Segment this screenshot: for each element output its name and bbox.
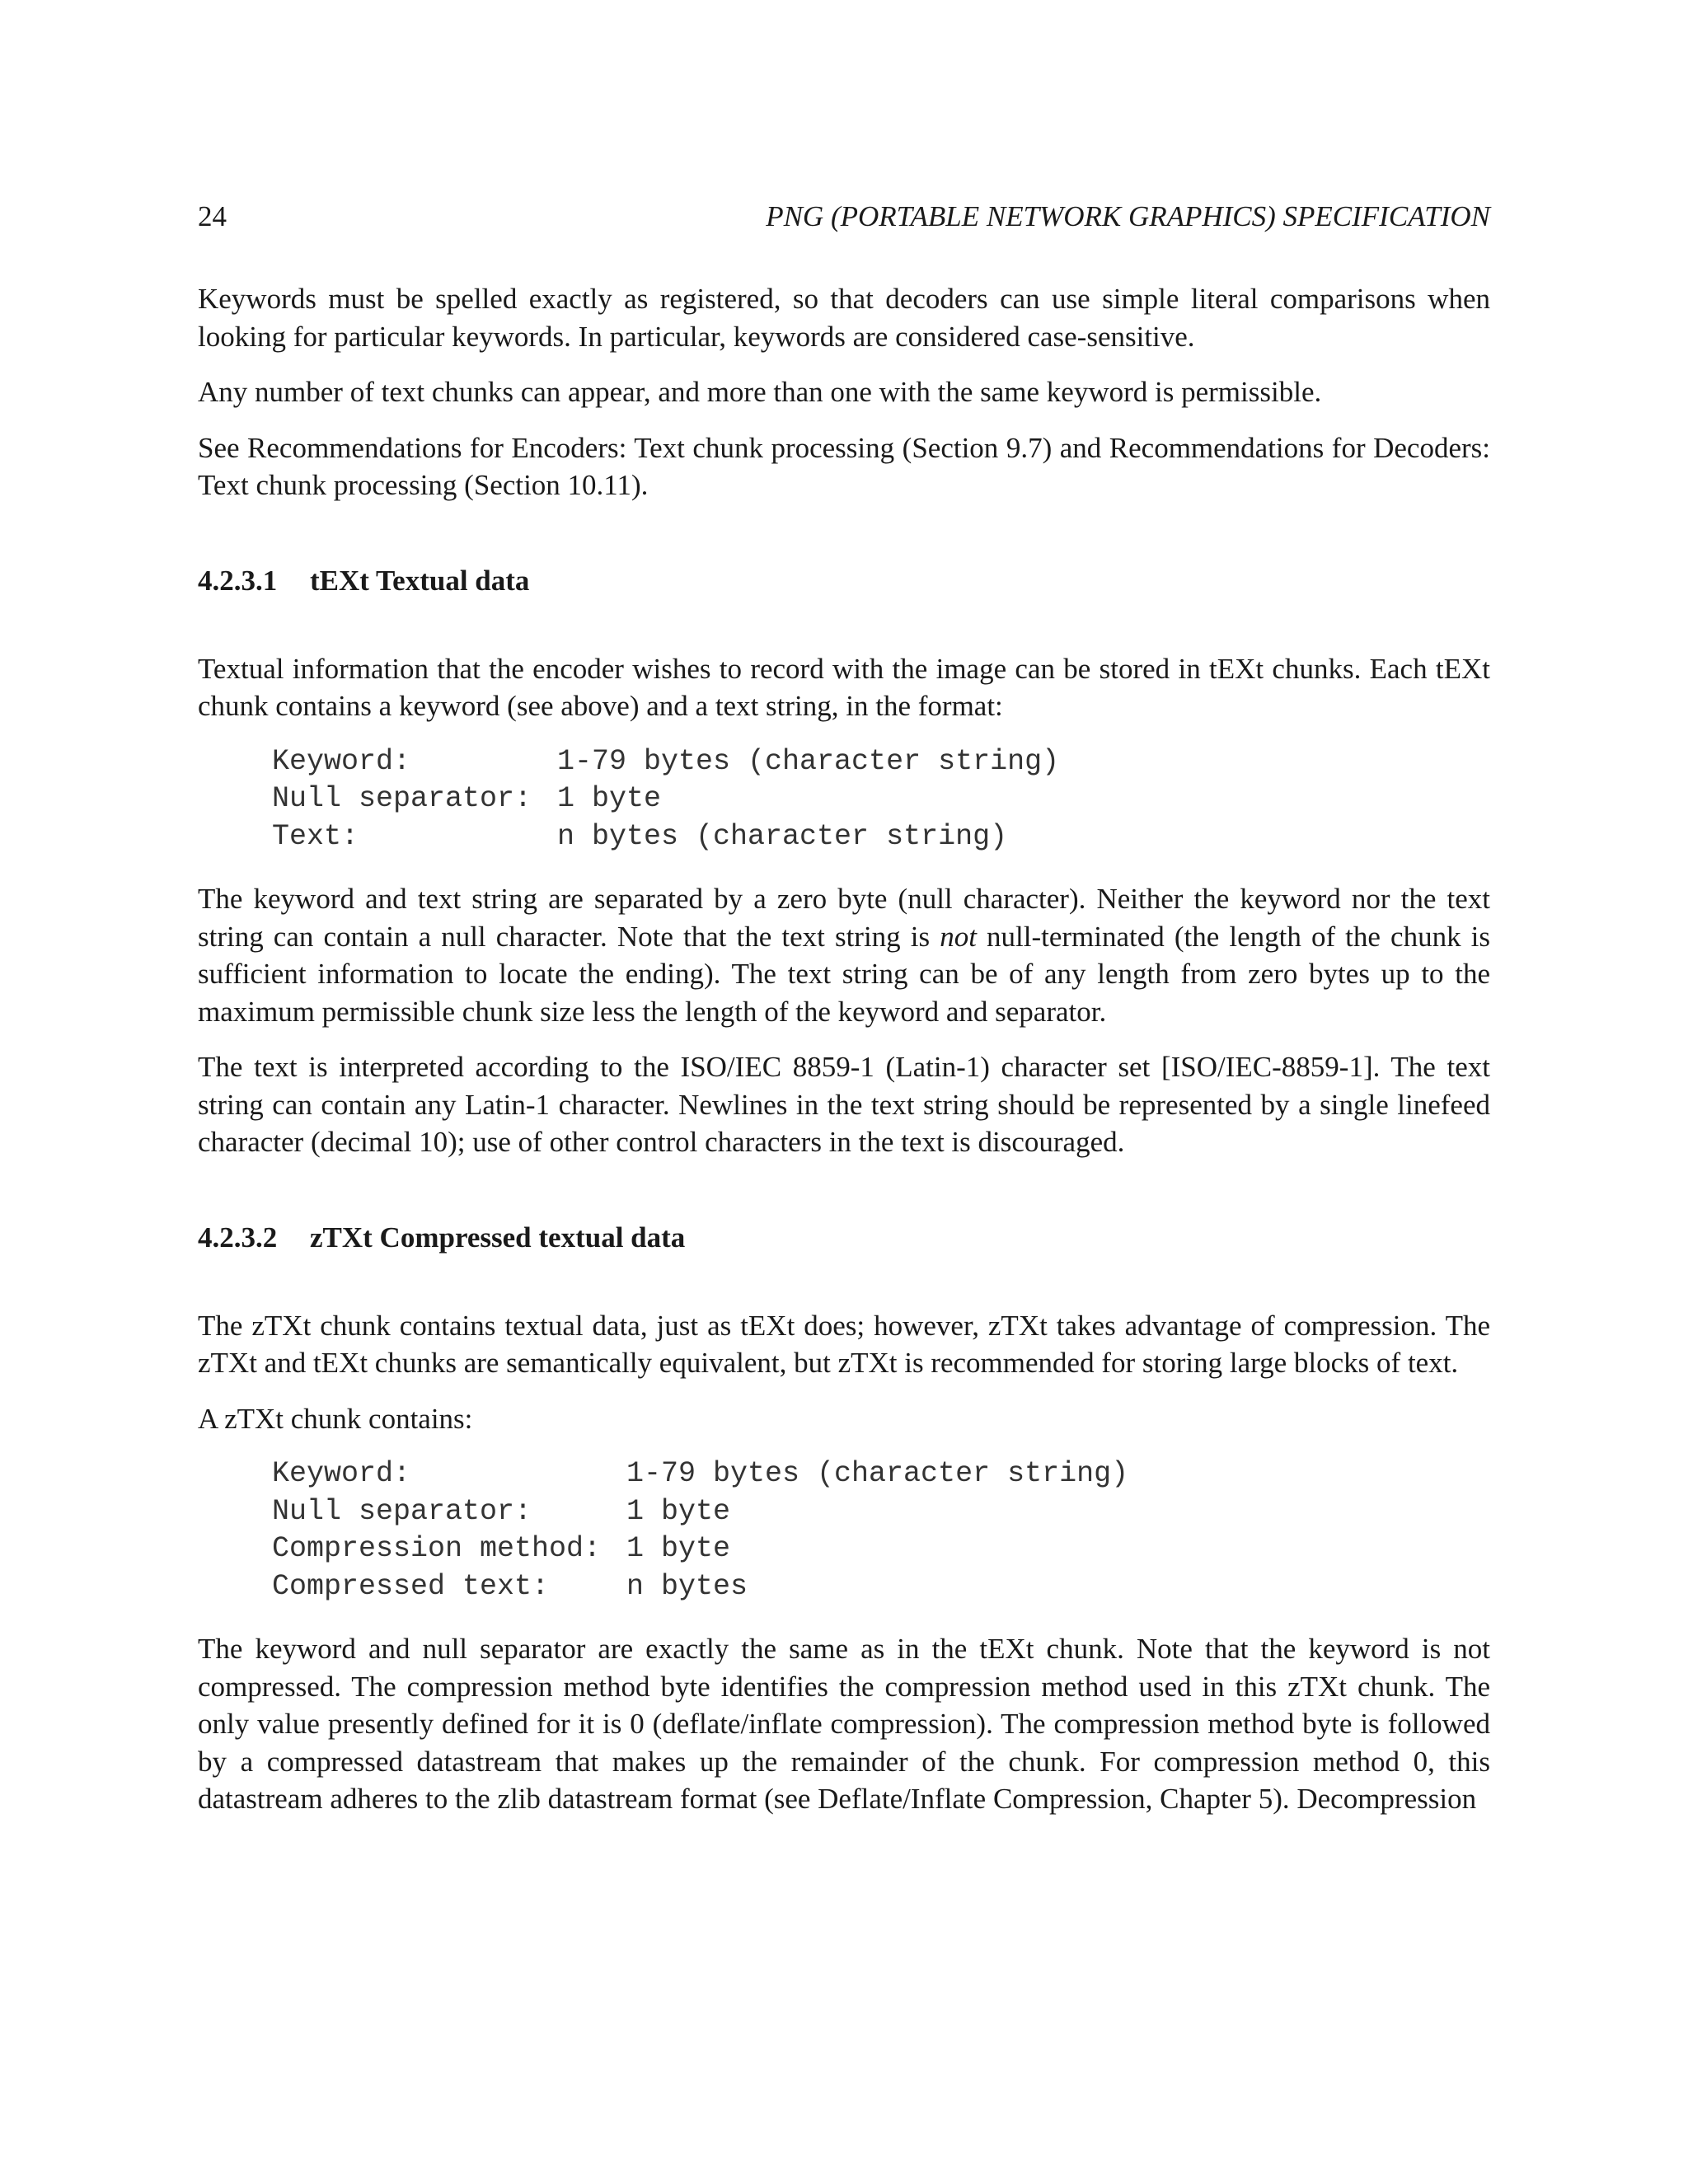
section-heading-text [198,562,1490,599]
format-field-value: 1-79 bytes (character string) [557,744,1060,778]
format-field-value: 1 byte [557,782,662,815]
format-field-label: Compressed text: [272,1569,550,1603]
format-field-label: Keyword: [272,1457,411,1490]
format-field-label: Null separator: [272,1494,532,1528]
format-row [272,1455,1490,1493]
ztxt-section-paragraph-2: A zTXt chunk contains: [198,1402,473,1435]
section-title: zTXt Compressed textual data [310,1221,686,1254]
format-row [272,743,1490,781]
section-title: tEXt Textual data [310,564,530,597]
paragraph-run: The keyword and text string are separated by a zero byte (null character). Neither the keyword nor the text string can contain a null character. Note that the text string is [198,883,1490,953]
section-number: 4.2.3.2 [198,1221,278,1254]
running-title: PNG (PORTABLE NETWORK GRAPHICS) SPECIFICATION [766,200,1490,232]
intro-paragraph-count: Any number of text chunks can appear, and more than one with the same keyword is permissible. [198,376,1322,408]
format-field-value: n bytes (character string) [557,819,1008,853]
running-header [198,194,1490,239]
paragraph-run: null-terminated (the length of the chunk is sufficient information to locate the ending). The text string can be of any length from zero bytes up to the maximum permissible chunk size less the length of the keyword and separator. [198,920,1490,1028]
format-field-label: Compression method: [272,1532,602,1565]
emphasis-not: not [940,920,977,953]
ztxt-chunk-format-block [272,1455,1490,1605]
section-heading-ztxt [198,1219,1490,1256]
intro-paragraph-see-also: See Recommendations for Encoders: Text chunk processing (Section 9.7) and Recommendations for Decoders: Text chunk processing (Section 10.11). [198,431,1490,501]
format-field-value: n bytes [626,1569,748,1603]
text-section-paragraph-1: Textual information that the encoder wishes to record with the image can be stored in tEXt chunks. Each tEXt chunk contains a keyword (see above) and a text string, in the format: [198,652,1490,722]
format-row [272,780,1490,818]
text-chunk-format-block [272,743,1490,856]
format-field-value: 1 byte [626,1494,731,1528]
format-row [272,1493,1490,1531]
intro-paragraph-keywords: Keywords must be spelled exactly as registered, so that decoders can use simple literal comparisons when looking for particular keywords. In particular, keywords are considered case-sensitive. [198,283,1490,353]
ztxt-section-paragraph-3: The keyword and null separator are exactly the same as in the tEXt chunk. Note that the keyword is not compressed. The compression method byte identifies the compression method used in this zTXt chunk. The only value presently defined for it is 0 (deflate/inflate compression). The compression method byte is followed by a compressed datastream that makes up the remainder of the chunk. For compression method 0, this datastream adheres to the zlib datastream format (see Deflate/Inflate Compression, Chapter 5). Decompression [198,1633,1490,1815]
format-field-value: 1-79 bytes (character string) [626,1457,1129,1490]
page-number: 24 [198,200,227,232]
document-page [198,194,1490,1836]
section-number: 4.2.3.1 [198,564,278,597]
format-field-value: 1 byte [626,1532,731,1565]
text-section-paragraph-2 [198,880,1490,1030]
format-field-label: Text: [272,819,359,853]
format-row [272,1568,1490,1606]
format-row [272,1530,1490,1568]
format-field-label: Keyword: [272,744,411,778]
format-row [272,818,1490,856]
format-field-label: Null separator: [272,782,532,815]
ztxt-section-paragraph-1: The zTXt chunk contains textual data, just as tEXt does; however, zTXt takes advantage of compression. The zTXt and tEXt chunks are semantically equivalent, but zTXt is recommended for storing large blocks of text. [198,1309,1490,1379]
text-section-paragraph-3: The text is interpreted according to the ISO/IEC 8859-1 (Latin-1) character set [ISO/IEC-8859-1]. The text string can contain any Latin-1 character. Newlines in the text string should be represented by a single linefeed character (decimal 10); use of other control characters in the text is discouraged. [198,1051,1490,1158]
